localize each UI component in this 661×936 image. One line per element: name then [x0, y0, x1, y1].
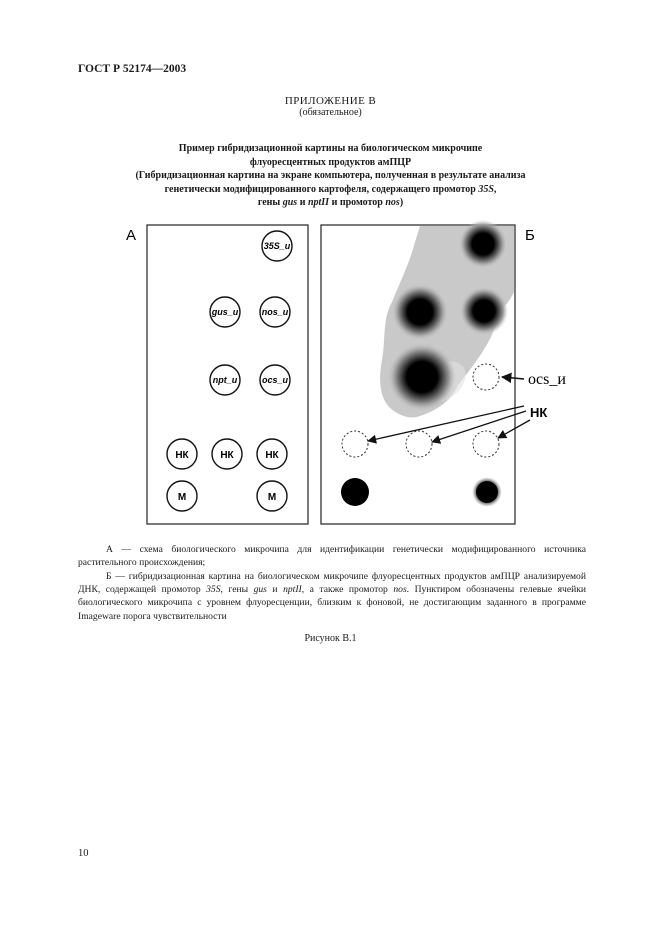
promoter-35s: 35S — [478, 183, 494, 195]
caption-b-3: , гены — [220, 584, 254, 596]
gene-gus: gus — [282, 197, 298, 208]
heading-line-4-text: генетически модифицированного картофеля, содержащего промотор — [164, 183, 479, 195]
caption-b-gus: gus — [253, 584, 267, 596]
cell-m-1-label: М — [177, 492, 187, 503]
spot-35s — [459, 220, 507, 268]
ocs-callout-a: ocs — [528, 371, 550, 388]
microchip-figure — [120, 220, 566, 525]
heading-line-5-a: гены — [257, 197, 283, 208]
panel-b-letter: Б — [525, 227, 535, 244]
cell-nk-3-label: НК — [265, 450, 279, 461]
appendix-title: ПРИЛОЖЕНИЕ В — [284, 95, 377, 107]
caption-b-9: . Пунктиром обозначены гелевые ячейки биологического микрочипа с уровнем флуоресценции, близким к фоновой, не достигающим заданного в программе Imageware порога чувствительности — [78, 584, 587, 622]
heading-line-4-comma: , — [493, 183, 497, 195]
cell-nk-1-label: НК — [175, 450, 189, 461]
dashed-cell-nk-3 — [473, 431, 499, 457]
heading-line-4 — [0, 183, 661, 197]
heading-line-5-e: и промотор — [329, 197, 386, 208]
gene-nptii: nptII — [307, 197, 330, 208]
cell-m-2-label: М — [267, 492, 277, 503]
caption-b-7: , а также промотор — [301, 584, 394, 596]
heading-line-1: Пример гибридизационной картины на биологическом микрочипе — [178, 143, 483, 154]
dashed-cell-nk-2 — [406, 431, 432, 457]
figure-label: Рисунок В.1 — [304, 633, 357, 644]
dashed-cell-nk-1 — [342, 431, 368, 457]
heading-line-5 — [0, 196, 661, 210]
heading-line-2: флуоресцентных продуктов амПЦР — [249, 156, 412, 168]
cell-nos-label: nos_и — [261, 307, 289, 317]
spot-m-2-core — [476, 481, 498, 503]
page-number: 10 — [78, 848, 89, 859]
cell-nk-2-label: НК — [220, 450, 234, 461]
spot-npt — [388, 343, 456, 411]
standard-number: ГОСТ Р 52174—2003 — [78, 63, 187, 75]
ocs-callout — [528, 371, 566, 388]
promoter-nos: nos — [385, 197, 400, 208]
cell-npt-label: npt_и — [212, 375, 238, 385]
caption-b — [78, 570, 586, 623]
heading-line-5-c: и — [297, 197, 308, 208]
cell-gus-label: gus_и — [211, 307, 239, 317]
caption-a — [78, 543, 586, 569]
cell-35s-label: 35S_и — [263, 241, 291, 251]
caption-a-text: А — схема биологического микрочипа для идентификации генетически модифицированного источника растительного происхождения; — [78, 544, 586, 569]
spot-m-1 — [341, 478, 369, 506]
caption-b-1: Б — гибридизационная картина на биологическом микрочипе флуоресцентных продуктов амПЦР анализируемой ДНК, содержащей промотор — [78, 571, 586, 596]
caption-b-nos: nos — [393, 584, 407, 596]
panel-a-letter: А — [126, 227, 137, 244]
appendix-subtitle: (обязательное) — [299, 107, 362, 118]
spot-gus — [392, 284, 448, 340]
dashed-cell-ocs — [473, 364, 499, 390]
caption-b-35s: 35S — [206, 584, 221, 596]
spot-nos — [460, 287, 508, 335]
ocs-callout-b: _и — [549, 371, 566, 388]
cell-ocs-label: ocs_и — [261, 375, 289, 385]
caption-b-nptii: nptII — [283, 584, 302, 596]
nk-callout: НК — [530, 405, 548, 420]
caption-b-5: и — [266, 584, 284, 596]
heading-line-3: (Гибридизационная картина на экране компьютера, полученная в результате анализа — [135, 170, 526, 181]
heading-line-5-g: ) — [399, 197, 404, 208]
figure-heading — [0, 142, 661, 210]
